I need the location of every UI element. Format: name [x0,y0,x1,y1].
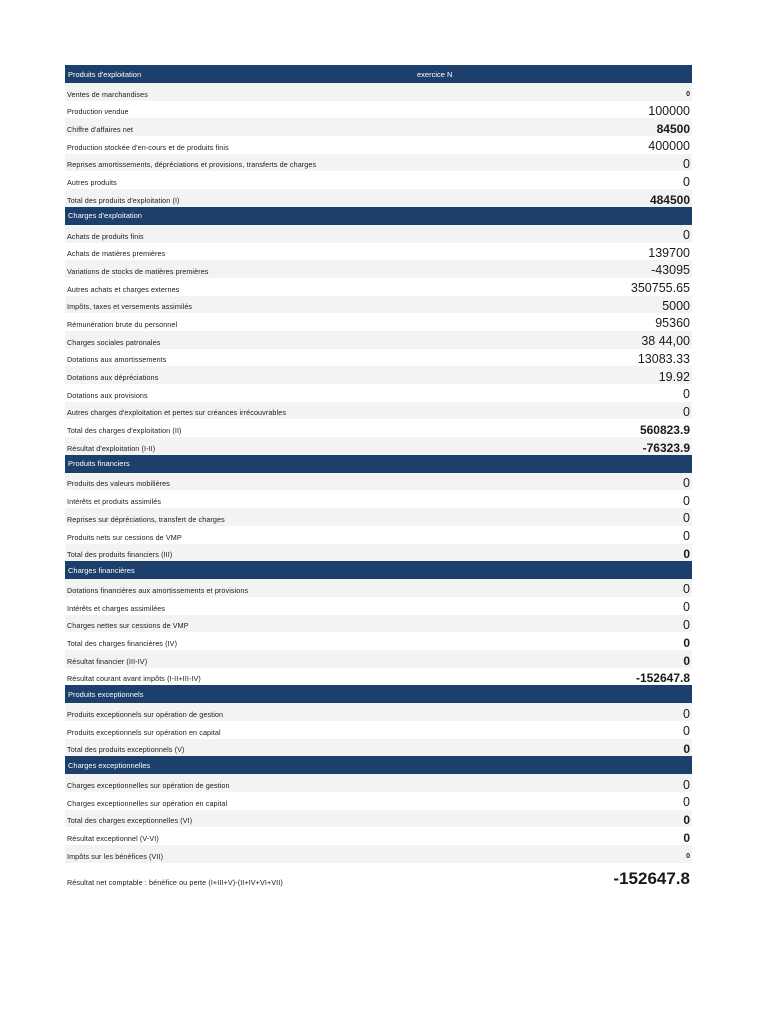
table-header [65,65,692,83]
row-label: Charges exceptionnelles sur opération de gestion [67,781,230,791]
section-exploitation-charges [65,225,692,455]
row-label: Total des charges exceptionnelles (VI) [67,816,193,826]
row-label: Reprises amortissements, dépréciations et provisions, transferts de charges [67,160,317,170]
row-label: Total des produits financiers (III) [67,550,173,560]
row-value: 0 [683,493,690,508]
row-label: Produits exceptionnels sur opération de gestion [67,710,224,719]
table-row [65,331,692,349]
row-label: Résultat courant avant impôts (I-II+III-IV) [67,674,201,684]
table-row [65,83,692,101]
row-value: 13083.33 [637,351,690,366]
row-label: Produits des valeurs mobilières [67,479,170,489]
row-value: 0 [683,600,690,615]
row-label: Achats de matières premières [67,249,166,259]
section-header-financial-charges [65,561,692,579]
table-row [65,136,692,154]
section-title: Produits d'exploitation [68,69,142,79]
row-label: Résultat exceptionnel (V-VI) [67,834,159,844]
row-value: 0 [683,635,690,650]
row-value: 19.92 [658,369,690,384]
row-label: Impôts sur les bénéfices (VII) [67,851,164,861]
table-row [65,827,692,845]
table-row [65,668,692,686]
row-label: Résultat financier (III-IV) [67,656,148,666]
row-value: 0 [683,813,690,828]
row-label: Intérêts et charges assimilées [67,603,166,613]
table-row [65,526,692,544]
row-label: Produits exceptionnels sur opération en capital [67,727,221,737]
table-row [65,419,692,437]
row-value: 484500 [649,192,690,207]
table-row [65,544,692,562]
row-label: Total des produits exceptionnels (V) [67,745,185,755]
table-row [65,225,692,243]
table-row [65,774,692,792]
row-label: Variations de stocks de matières premières [67,266,209,276]
table-row [65,366,692,384]
row-label: Dotations aux provisions [67,390,148,400]
table-row [65,615,692,633]
table-row [65,721,692,739]
row-label: Ventes de marchandises [67,89,148,99]
row-value: 560823.9 [639,423,690,438]
row-label: Intérêts et produits assimilés [67,497,162,507]
table-row [65,650,692,668]
section-title: Produits financiers [68,459,130,469]
row-label: Dotations aux amortissements [67,355,167,365]
section-exceptional-charges [65,774,692,888]
table-row [65,171,692,189]
row-value: 0 [683,511,690,526]
table-row [65,597,692,615]
table-row [65,490,692,508]
table-row [65,402,692,420]
row-value: 0 [683,742,690,757]
row-value: 0 [683,529,690,543]
row-value: 5000 [662,298,690,313]
row-label: Chiffre d'affaires net [67,125,134,135]
row-value: -43095 [651,263,690,278]
section-title: Charges exceptionnelles [68,760,151,770]
table-row [65,260,692,278]
row-label: Autres charges d'exploitation et pertes sur créances irrécouvrables [67,408,287,418]
table-row [65,243,692,261]
table-row [65,189,692,207]
section-financial-products [65,473,692,561]
table-row [65,296,692,314]
row-label: Dotations financières aux amortissements et provisions [67,585,249,595]
row-value: 350755.65 [630,281,690,296]
row-value: -152647.8 [635,671,690,686]
table-row [65,632,692,650]
column-header-exercice: exercice N [417,69,453,79]
row-value: 0 [686,90,690,98]
section-exceptional-products [65,703,692,756]
row-label: Charges exceptionnelles sur opération en capital [67,798,228,808]
row-label: Autres produits [67,178,117,188]
row-value: 0 [686,852,690,860]
table-row [65,792,692,810]
row-value: 0 [683,228,690,242]
row-value: 0 [683,706,690,721]
row-value: -152647.8 [613,868,690,888]
section-financial-charges [65,579,692,685]
table-row [65,349,692,367]
table-row [65,473,692,491]
row-value: 0 [683,582,690,597]
table-row [65,579,692,597]
table-row [65,437,692,455]
row-value: 0 [683,795,690,810]
table-row [65,810,692,828]
income-statement-table [65,65,692,889]
row-value: 139700 [648,245,690,260]
table-row [65,845,692,863]
table-row [65,118,692,136]
row-label: Produits nets sur cessions de VMP [67,532,182,542]
table-row [65,278,692,296]
row-label: Résultat net comptable : bénéfice ou perte (I+III+V)-(II+IV+VI+VII) [67,877,283,887]
row-label: Autres achats et charges externes [67,284,180,294]
row-value: 95360 [655,316,690,331]
table-row [65,703,692,721]
table-row [65,508,692,526]
row-label: Impôts, taxes et versements assimilés [67,302,193,312]
table-row [65,154,692,172]
row-label: Rémunération brute du personnel [67,319,178,329]
section-header-exceptional-charges [65,756,692,774]
section-title: Charges d'exploitation [68,211,142,221]
section-title: Produits exceptionnels [68,689,144,699]
section-header-exploitation-charges [65,207,692,225]
table-row [65,101,692,119]
row-value: 0 [683,777,690,792]
row-value: 0 [683,404,690,419]
row-value: 0 [683,547,690,562]
row-value: 0 [683,174,690,189]
row-label: Production stockée d'en-cours et de produits finis [67,142,229,152]
row-label: Total des charges d'exploitation (II) [67,426,182,436]
section-title: Charges financières [68,565,135,575]
row-label: Total des produits d'exploitation (I) [67,195,180,205]
row-label: Résultat d'exploitation (I-II) [67,443,156,453]
row-label: Achats de produits finis [67,231,144,241]
table-row [65,313,692,331]
row-value: 100000 [648,103,690,118]
table-row [65,384,692,402]
section-header-exceptional-products [65,685,692,703]
row-value: 0 [683,653,690,668]
row-label: Total des charges financières (IV) [67,638,178,648]
row-value: 400000 [648,139,690,154]
section-exploitation-products [65,83,692,207]
row-value: 0 [683,156,690,171]
table-body [65,83,692,889]
row-value: 0 [683,724,690,739]
row-label: Production vendue [67,107,129,117]
row-value: 0 [683,387,690,402]
row-value: 38 44,00 [641,334,690,349]
row-value: -76323.9 [642,440,690,455]
row-label: Reprises sur dépréciations, transfert de charges [67,514,225,524]
row-label: Charges sociales patronales [67,337,161,347]
row-value: 0 [683,617,690,632]
row-label: Charges nettes sur cessions de VMP [67,621,189,631]
section-header-financial-products [65,455,692,473]
row-value: 84500 [656,122,690,137]
row-value: 0 [683,475,690,490]
table-row [65,863,692,889]
row-value: 0 [683,831,690,846]
row-label: Dotations aux dépréciations [67,373,159,382]
table-row [65,739,692,757]
